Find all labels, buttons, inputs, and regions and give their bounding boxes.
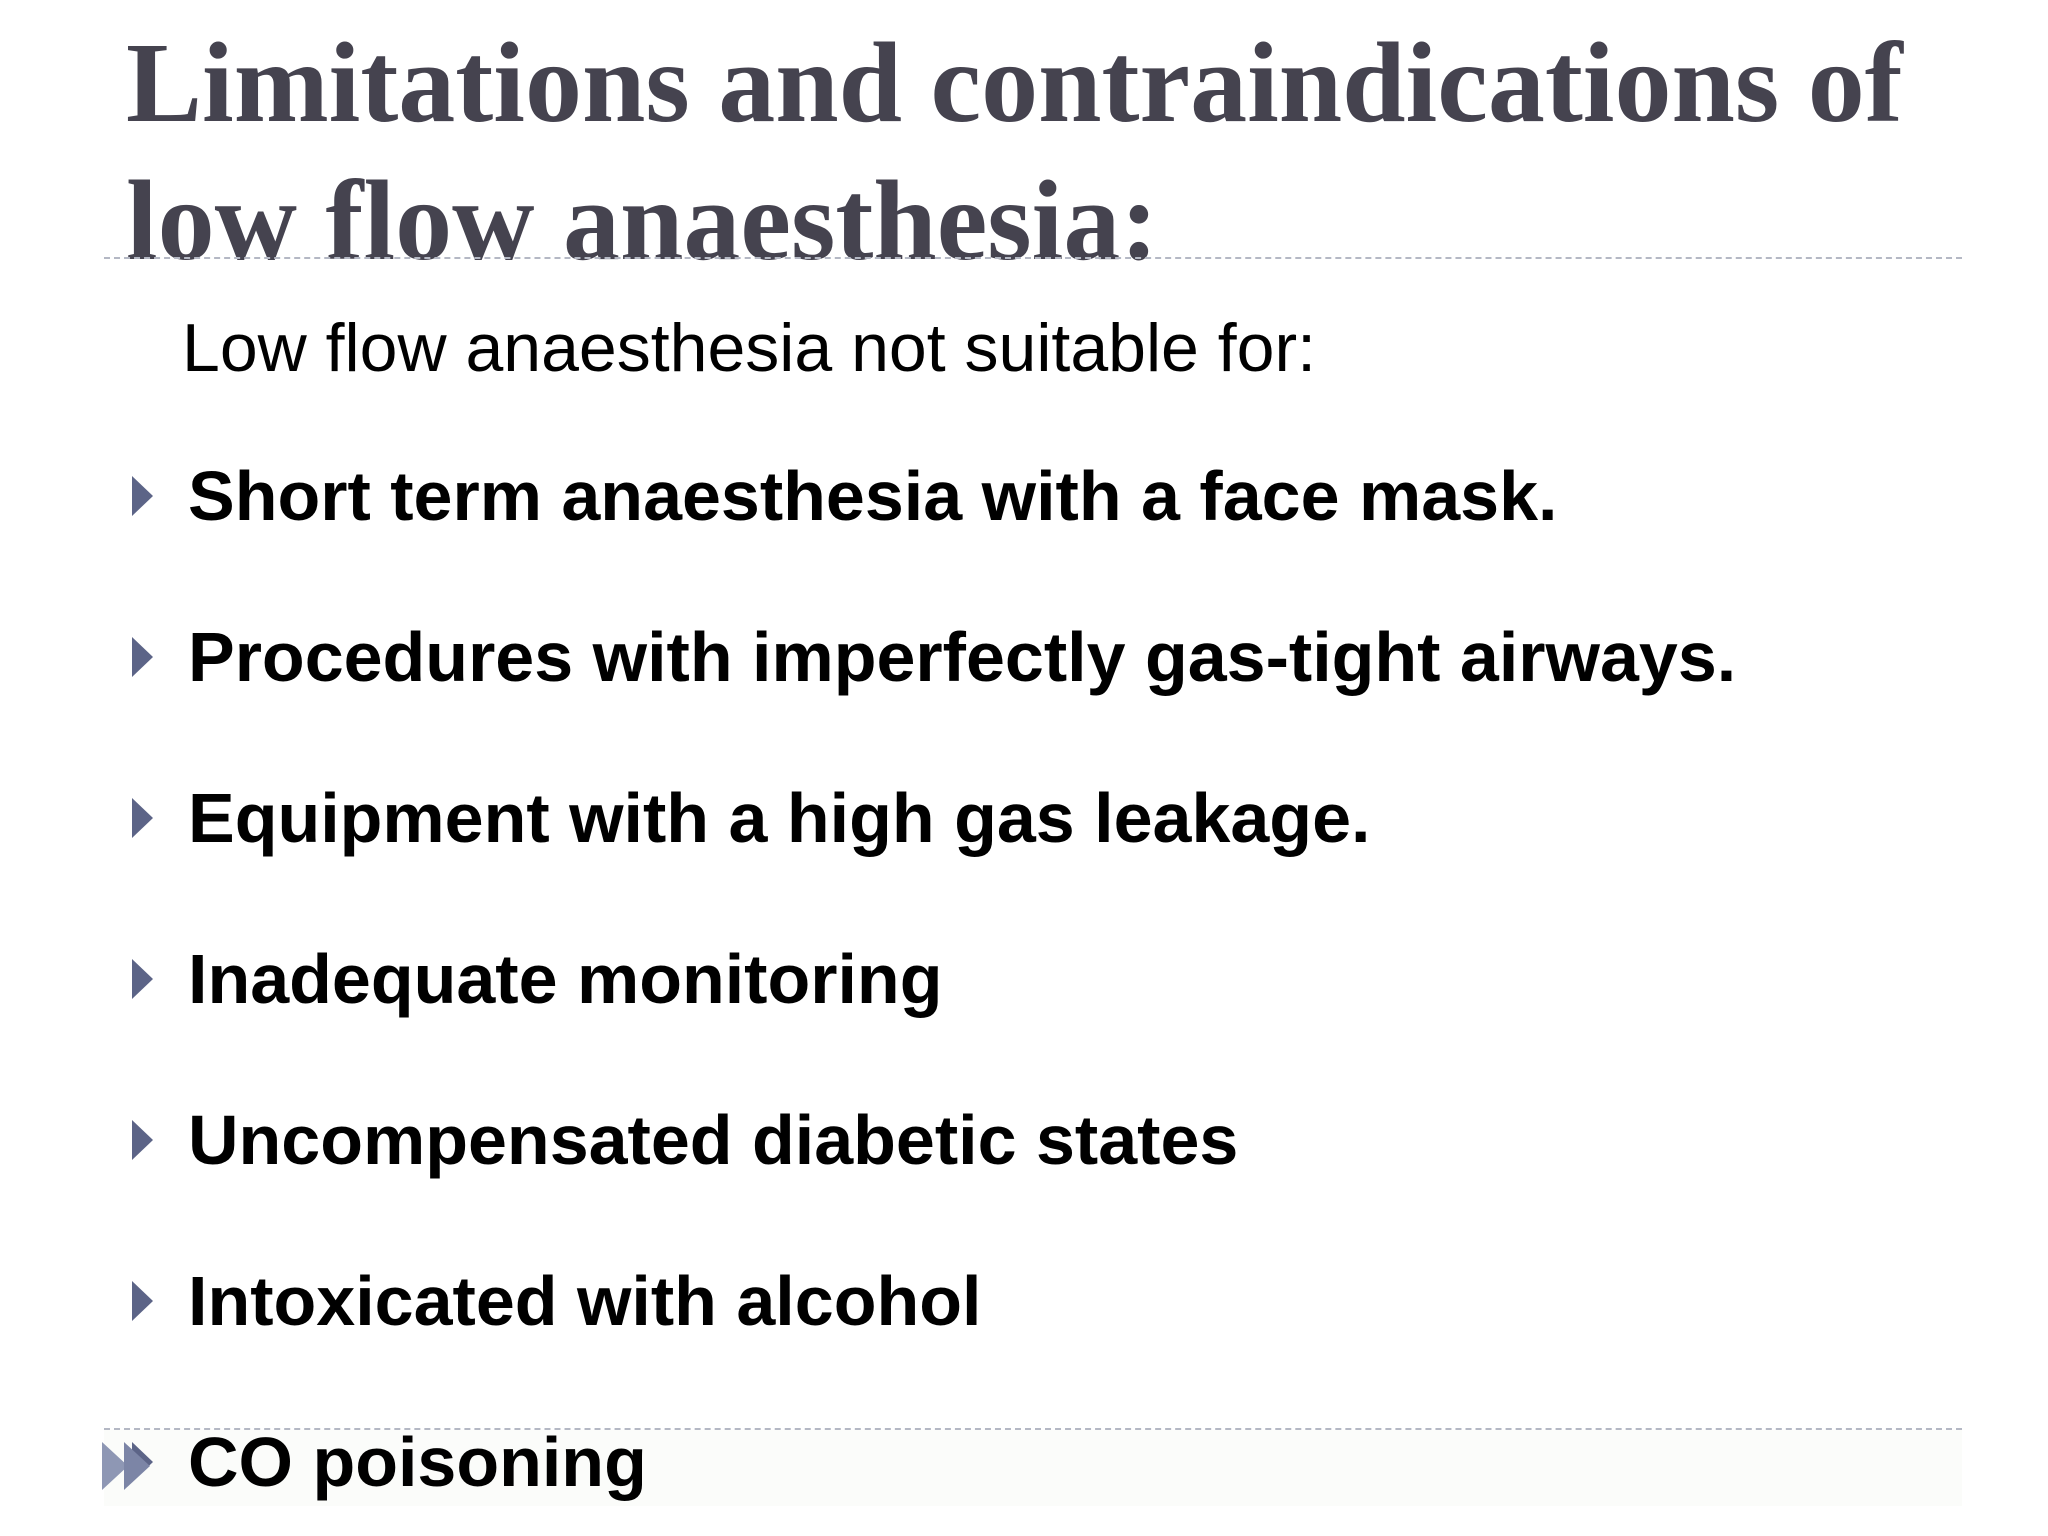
triangle-bullet-icon <box>132 798 153 838</box>
triangle-bullet-icon <box>132 1120 153 1160</box>
bullet-text: Equipment with a high gas leakage. <box>188 779 1371 857</box>
next-slide-arrow-icon[interactable] <box>102 1442 162 1492</box>
bullet-item <box>0 451 1900 541</box>
bullet-item <box>0 1095 1900 1185</box>
triangle-bullet-icon <box>132 1281 153 1321</box>
bullet-item <box>0 773 1900 863</box>
slide-title-text: Limitations and contraindications of low flow anaesthesia: <box>126 19 1903 284</box>
bullet-text: Procedures with imperfectly gas-tight airways. <box>188 618 1737 696</box>
title-divider <box>104 257 1962 259</box>
bullet-text: Uncompensated diabetic states <box>188 1101 1239 1179</box>
slide-title <box>126 14 1986 290</box>
bullet-text: Intoxicated with alcohol <box>188 1262 982 1340</box>
triangle-bullet-icon <box>132 476 153 516</box>
bullet-text: Short term anaesthesia with a face mask. <box>188 457 1558 535</box>
bullet-text: Inadequate monitoring <box>188 940 943 1018</box>
triangle-bullet-icon <box>132 959 153 999</box>
bullet-item <box>0 612 1900 702</box>
bullet-item <box>0 1417 1900 1507</box>
intro-text: Low flow anaesthesia not suitable for: <box>182 310 1317 386</box>
bullet-item <box>0 934 1900 1024</box>
arrow-right-icon <box>124 1442 150 1490</box>
bullet-item <box>0 1256 1900 1346</box>
bullet-text: CO poisoning <box>188 1423 647 1501</box>
triangle-bullet-icon <box>132 637 153 677</box>
